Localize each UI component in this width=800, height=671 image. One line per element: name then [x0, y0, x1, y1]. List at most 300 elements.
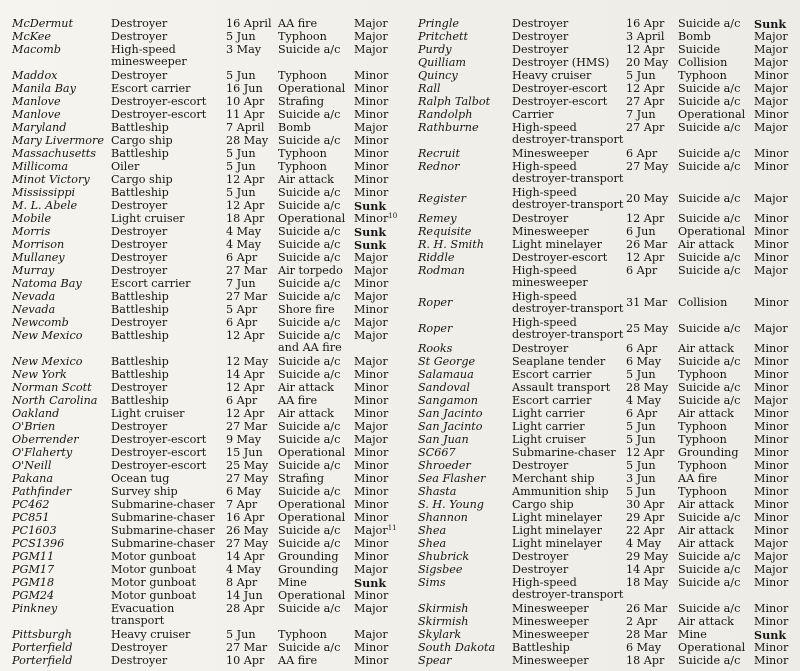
damage-level: Major: [754, 82, 788, 95]
damage-level: Major: [354, 602, 388, 615]
damage-cause: Suicide a/c: [678, 511, 741, 524]
damage-level: Major: [754, 550, 788, 563]
damage-level: Minor: [354, 446, 389, 459]
damage-cause: Operational: [678, 108, 746, 121]
table-row: [418, 252, 798, 265]
ship-type: Destroyer-escort: [111, 108, 207, 121]
table-row: [418, 290, 798, 315]
damage-date: 6 Apr: [626, 342, 658, 355]
ship-type: Escort carrier: [111, 277, 191, 290]
damage-date: 6 May: [226, 485, 262, 498]
damage-cause: Grounding: [278, 550, 339, 563]
ship-name: Shubrick: [418, 550, 470, 563]
ship-name: Mullaney: [12, 251, 65, 264]
ship-type: Battleship: [111, 121, 169, 134]
ship-type: Destroyer-escort: [512, 95, 608, 108]
ship-type-line2: minesweeper: [111, 55, 187, 68]
ship-name: Requisite: [418, 225, 472, 238]
ship-type: Light minelayer: [512, 524, 602, 537]
damage-date: 27 May: [626, 160, 669, 173]
ship-name: McKee: [12, 30, 52, 43]
damage-cause: Air attack: [678, 238, 734, 251]
damage-cause: Suicide a/c: [278, 420, 341, 433]
ship-type: High-speed: [512, 264, 577, 277]
damage-level: Minor: [354, 147, 389, 160]
damage-cause: Suicide a/c: [678, 654, 741, 667]
damage-level: Minor: [754, 654, 789, 667]
damage-date: 8 Apr: [226, 576, 258, 589]
damage-level: Minor: [754, 251, 789, 264]
damage-cause: Air attack: [278, 381, 334, 394]
damage-cause: Suicide: [678, 43, 721, 56]
damage-date: 28 May: [626, 381, 669, 394]
damage-level: Major: [354, 316, 388, 329]
damage-date: 16 Apr: [226, 511, 265, 524]
damage-level: Minor: [354, 368, 389, 381]
ship-name: PC851: [12, 511, 50, 524]
damage-cause: Suicide a/c: [278, 186, 341, 199]
ship-name: PGM24: [12, 589, 55, 602]
damage-level: Minor: [354, 173, 389, 186]
ship-type: Minesweeper: [512, 654, 589, 667]
damage-level: Minor: [754, 381, 789, 394]
ship-name: Newcomb: [12, 316, 69, 329]
ship-name: PC1603: [12, 524, 57, 537]
ship-name: Murray: [12, 264, 55, 277]
ship-type: Minesweeper: [512, 147, 589, 160]
damage-level: Minor: [354, 134, 389, 147]
damage-date: 16 April: [226, 17, 272, 30]
damage-cause: Suicide a/c: [278, 524, 341, 537]
damage-cause: Operational: [278, 446, 346, 459]
table-row: [12, 239, 404, 252]
ship-name: Quincy: [418, 69, 458, 82]
damage-level: Major: [754, 121, 788, 134]
table-row: [418, 642, 798, 655]
damage-cause: Suicide a/c: [278, 433, 341, 446]
damage-date: 6 Apr: [626, 147, 658, 160]
damage-cause: Operational: [278, 511, 346, 524]
ship-name: Shasta: [418, 485, 457, 498]
damage-level: Sunk: [354, 238, 387, 252]
ship-type: Escort carrier: [111, 82, 191, 95]
damage-date: 12 Apr: [626, 251, 665, 264]
ship-name: Morrison: [12, 238, 65, 251]
ship-type: Submarine-chaser: [111, 511, 215, 524]
damage-date: 29 May: [626, 550, 669, 563]
damage-level: Minor: [354, 381, 389, 394]
ship-type: Battleship: [111, 368, 169, 381]
damage-cause: Shore fire: [278, 303, 335, 316]
table-row: [12, 551, 404, 564]
ship-type: Light minelayer: [512, 511, 602, 524]
damage-cause: AA fire: [278, 17, 318, 30]
damage-level: Major: [754, 192, 788, 205]
ship-name: San Jacinto: [418, 420, 483, 433]
damage-date: 28 Mar: [626, 628, 668, 641]
damage-cause: Typhoon: [278, 30, 327, 43]
damage-cause: Typhoon: [678, 459, 727, 472]
damage-cause: Air attack: [278, 173, 334, 186]
ship-name: Randolph: [418, 108, 473, 121]
ship-type: Light cruiser: [111, 212, 185, 225]
damage-date: 6 Jun: [626, 225, 656, 238]
ship-name: Nevada: [12, 303, 56, 316]
table-row: [418, 264, 798, 289]
table-row: [418, 239, 798, 252]
damage-cause: Suicide a/c: [678, 602, 741, 615]
ship-type: Heavy cruiser: [111, 628, 191, 641]
ship-type: Oiler: [111, 160, 140, 173]
damage-date: 27 Apr: [626, 121, 665, 134]
table-row: [12, 83, 404, 96]
damage-date: 27 Apr: [626, 95, 665, 108]
ship-type: Destroyer-escort: [512, 82, 608, 95]
damage-cause: Collision: [678, 56, 728, 69]
damage-date: 3 Jun: [626, 472, 656, 485]
ship-type: Destroyer: [111, 30, 168, 43]
damage-cause: Suicide a/c: [278, 602, 341, 615]
damage-cause: Air attack: [678, 524, 734, 537]
damage-date: 4 May: [226, 563, 262, 576]
damage-date: 5 Apr: [226, 303, 258, 316]
ship-type: Light carrier: [512, 420, 585, 433]
damage-cause: Suicide a/c: [678, 17, 741, 30]
ship-name: Skirmish: [418, 615, 469, 628]
ship-type: Destroyer: [111, 264, 168, 277]
ship-type: High-speed: [512, 160, 577, 173]
damage-cause: Suicide a/c: [678, 212, 741, 225]
ship-name: South Dakota: [418, 641, 496, 654]
damage-level: Major: [754, 43, 788, 56]
damage-cause: Suicide a/c: [678, 550, 741, 563]
damage-cause: Suicide a/c: [278, 485, 341, 498]
damage-level: Minor: [354, 394, 389, 407]
ship-name: Nevada: [12, 290, 56, 303]
ship-name: Macomb: [12, 43, 61, 56]
damage-date: 9 May: [226, 433, 262, 446]
ship-type: Destroyer: [111, 420, 168, 433]
ship-name: St George: [418, 355, 476, 368]
ship-type: Ocean tug: [111, 472, 170, 485]
damage-date: 5 Jun: [626, 368, 656, 381]
damage-level: Major: [354, 121, 388, 134]
damage-date: 4 May: [626, 394, 662, 407]
ship-type: Battleship: [111, 355, 169, 368]
damage-date: 27 Mar: [226, 264, 268, 277]
table-row: [418, 18, 798, 31]
table-row: [12, 96, 404, 109]
ship-type: Destroyer: [111, 641, 168, 654]
ship-name: Mary Livermore: [12, 134, 104, 147]
damage-date: 6 Apr: [226, 394, 258, 407]
damage-level: Minor: [754, 602, 789, 615]
ship-type: Destroyer: [111, 199, 168, 212]
table-row: [12, 590, 404, 603]
damage-date: 4 May: [626, 537, 662, 550]
ship-type: Submarine-chaser: [111, 524, 215, 537]
damage-cause: Suicide a/c: [678, 121, 741, 134]
ship-type: Submarine-chaser: [512, 446, 616, 459]
damage-level: Sunk: [354, 576, 387, 590]
damage-cause: Suicide a/c: [278, 316, 341, 329]
ship-type: Light cruiser: [512, 433, 586, 446]
ship-type: Ammunition ship: [512, 485, 609, 498]
ship-name: New Mexico: [12, 355, 83, 368]
damage-cause: Operational: [278, 82, 346, 95]
ship-name: Roper: [418, 296, 453, 309]
table-row: [418, 499, 798, 512]
ship-type: High-speed: [111, 43, 176, 56]
ship-type: Destroyer: [111, 17, 168, 30]
damage-level: Minor: [354, 654, 389, 667]
ship-type: Destroyer: [512, 459, 569, 472]
ship-name: Sandoval: [418, 381, 471, 394]
damage-cause: Suicide a/c: [678, 563, 741, 576]
damage-level: Minor: [354, 498, 389, 511]
damage-date: 4 May: [226, 225, 262, 238]
damage-cause: Strafing: [278, 95, 325, 108]
ship-name: North Carolina: [12, 394, 98, 407]
damage-level: Minor: [754, 212, 789, 225]
ship-type: Destroyer: [111, 381, 168, 394]
ship-name: Skylark: [418, 628, 462, 641]
ship-name: Riddle: [418, 251, 455, 264]
ship-type: High-speed: [512, 576, 577, 589]
ship-type: Submarine-chaser: [111, 537, 215, 550]
ship-type-line2: destroyer-transport: [512, 328, 624, 341]
ship-type: Destroyer: [512, 550, 569, 563]
ship-type-line2: destroyer-transport: [512, 172, 624, 185]
damage-date: 12 Apr: [226, 329, 265, 342]
table-row: [418, 447, 798, 460]
damage-level: Minor: [754, 615, 789, 628]
ship-name: Sigsbee: [418, 563, 463, 576]
table-row: [418, 57, 798, 70]
damage-level: Major: [354, 355, 388, 368]
ship-type-line2: destroyer-transport: [512, 588, 624, 601]
ship-type: Motor gunboat: [111, 563, 196, 576]
damage-level: Minor: [754, 420, 789, 433]
ship-type-line2: destroyer-transport: [512, 133, 624, 146]
ship-name: Oberrender: [12, 433, 79, 446]
ship-type: Battleship: [111, 329, 169, 342]
table-row: [12, 602, 404, 627]
damage-cause: Grounding: [278, 563, 339, 576]
damage-level: Major: [354, 43, 388, 56]
damage-date: 10 Apr: [226, 654, 265, 667]
table-row: [418, 655, 798, 668]
ship-name: S. H. Young: [418, 498, 484, 511]
ship-type: Destroyer-escort: [111, 95, 207, 108]
damage-level: Minor: [354, 550, 389, 563]
table-row: [418, 121, 798, 146]
damage-cause: Suicide a/c: [278, 225, 341, 238]
damage-cause: Typhoon: [678, 368, 727, 381]
damage-level: Minor: [354, 511, 389, 524]
damage-cause: Operational: [678, 225, 746, 238]
damage-date: 14 Apr: [226, 368, 265, 381]
ship-type: Destroyer: [111, 654, 168, 667]
damage-level: Major: [354, 628, 388, 641]
ship-type: Minesweeper: [512, 225, 589, 238]
damage-cause: Air attack: [278, 407, 334, 420]
damage-date: 10 Apr: [226, 95, 265, 108]
damage-level: Minor: [754, 108, 789, 121]
damage-level: Minor: [354, 69, 389, 82]
table-row: [418, 576, 798, 601]
damage-level: Major: [354, 17, 388, 30]
damage-cause: AA fire: [278, 654, 318, 667]
damage-cause: Grounding: [678, 446, 739, 459]
damage-level: Minor: [754, 160, 789, 173]
ship-type: Assault transport: [512, 381, 611, 394]
ship-name: O'Flaherty: [12, 446, 73, 459]
ship-name: Oakland: [12, 407, 60, 420]
ship-type: Cargo ship: [111, 173, 173, 186]
damage-level: Major: [354, 563, 388, 576]
damage-cause: Typhoon: [678, 69, 727, 82]
damage-cause: Typhoon: [678, 433, 727, 446]
damage-level: Major: [754, 322, 788, 335]
damage-level: Minor: [754, 147, 789, 160]
damage-level: Minor: [754, 355, 789, 368]
damage-level: Minor: [754, 342, 789, 355]
damage-date: 12 Apr: [226, 381, 265, 394]
damage-cause: Suicide a/c: [278, 368, 341, 381]
damage-date: 6 Apr: [226, 316, 258, 329]
ship-type: Cargo ship: [512, 498, 574, 511]
damage-level: Minor$^{10}$: [354, 212, 398, 225]
damage-level: Major: [354, 329, 388, 342]
ship-type: Light cruiser: [111, 407, 185, 420]
ship-name: Register: [418, 192, 466, 205]
ship-name: New York: [12, 368, 67, 381]
ship-name: SC667: [418, 446, 456, 459]
table-row: [12, 226, 404, 239]
damage-level: Minor: [354, 186, 389, 199]
table-row: [12, 148, 404, 161]
ship-type: Light minelayer: [512, 238, 602, 251]
damage-cause: Suicide a/c: [678, 576, 741, 589]
damage-level: Major: [754, 30, 788, 43]
table-row: [418, 343, 798, 356]
damage-date: 27 May: [226, 472, 269, 485]
ship-type-line2: minesweeper: [512, 276, 588, 289]
table-row: [12, 356, 404, 369]
damage-cause: Suicide a/c: [278, 108, 341, 121]
ship-name: Ralph Talbot: [418, 95, 491, 108]
table-row: [12, 460, 404, 473]
damage-level: Major: [354, 30, 388, 43]
table-row: [12, 408, 404, 421]
damage-date: 7 Apr: [226, 498, 258, 511]
damage-cause: Air attack: [678, 537, 734, 550]
table-row: [418, 603, 798, 616]
table-row: [12, 291, 404, 304]
damage-date: 5 Jun: [226, 147, 256, 160]
damage-cause: Collision: [678, 296, 728, 309]
damage-cause: Suicide a/c: [678, 394, 741, 407]
damage-level: Minor: [754, 576, 789, 589]
damage-date: 11 Apr: [226, 108, 265, 121]
damage-cause: AA fire: [678, 472, 718, 485]
damage-date: 6 May: [626, 641, 662, 654]
damage-level: Minor: [754, 296, 789, 309]
ship-type: Battleship: [111, 303, 169, 316]
damage-level: Minor: [354, 472, 389, 485]
damage-date: 25 May: [626, 322, 669, 335]
damage-level: Minor: [754, 446, 789, 459]
ship-type: Destroyer: [512, 43, 569, 56]
table-row: [418, 421, 798, 434]
damage-cause: Operational: [278, 498, 346, 511]
ship-name: Massachusetts: [12, 147, 97, 160]
ship-name: Rodman: [418, 264, 465, 277]
damage-cause: Suicide a/c: [678, 82, 741, 95]
ship-type: Destroyer: [512, 212, 569, 225]
damage-date: 12 Apr: [226, 173, 265, 186]
ship-name: Manlove: [12, 95, 61, 108]
damage-level: Minor: [754, 459, 789, 472]
table-row: [418, 31, 798, 44]
damage-level: Minor: [354, 108, 389, 121]
ship-type: Motor gunboat: [111, 550, 196, 563]
damage-level: Major: [754, 95, 788, 108]
ship-type: Seaplane tender: [512, 355, 606, 368]
ship-type: Destroyer: [512, 342, 569, 355]
ship-type: Merchant ship: [512, 472, 595, 485]
ship-name: Spear: [418, 654, 452, 667]
damage-date: 5 Jun: [226, 160, 256, 173]
damage-date: 20 May: [626, 192, 669, 205]
damage-date: 3 May: [226, 43, 262, 56]
damage-level: Minor: [354, 459, 389, 472]
ship-type: High-speed: [512, 186, 577, 199]
table-row: [12, 31, 404, 44]
damage-level: Minor: [754, 511, 789, 524]
damage-date: 5 Jun: [626, 69, 656, 82]
table-row: [418, 70, 798, 83]
ship-type: Survey ship: [111, 485, 178, 498]
damage-cause: Suicide a/c: [678, 251, 741, 264]
damage-date: 14 Apr: [226, 550, 265, 563]
damage-level: Major: [754, 563, 788, 576]
damage-cause: Suicide a/c: [678, 192, 741, 205]
ship-type: Destroyer: [512, 17, 569, 30]
ship-type: Motor gunboat: [111, 576, 196, 589]
damage-level: Major: [354, 290, 388, 303]
damage-level: Major: [754, 394, 788, 407]
damage-level: Minor: [754, 641, 789, 654]
ship-name: Salamaua: [418, 368, 474, 381]
damage-level: Minor: [754, 368, 789, 381]
damage-date: 14 Jun: [226, 589, 263, 602]
ship-type: High-speed: [512, 316, 577, 329]
damage-cause: Suicide a/c: [278, 238, 341, 251]
damage-level: Sunk: [754, 17, 787, 31]
damage-level: Major: [354, 264, 388, 277]
damage-level: Major: [354, 420, 388, 433]
ship-type: Destroyer-escort: [512, 251, 608, 264]
ship-name: Sangamon: [418, 394, 478, 407]
ship-type: Light minelayer: [512, 537, 602, 550]
ship-name: PCS1396: [12, 537, 65, 550]
ship-type: Minesweeper: [512, 615, 589, 628]
damage-date: 22 Apr: [626, 524, 665, 537]
table-row: [12, 278, 404, 291]
damage-date: 18 Apr: [226, 212, 265, 225]
